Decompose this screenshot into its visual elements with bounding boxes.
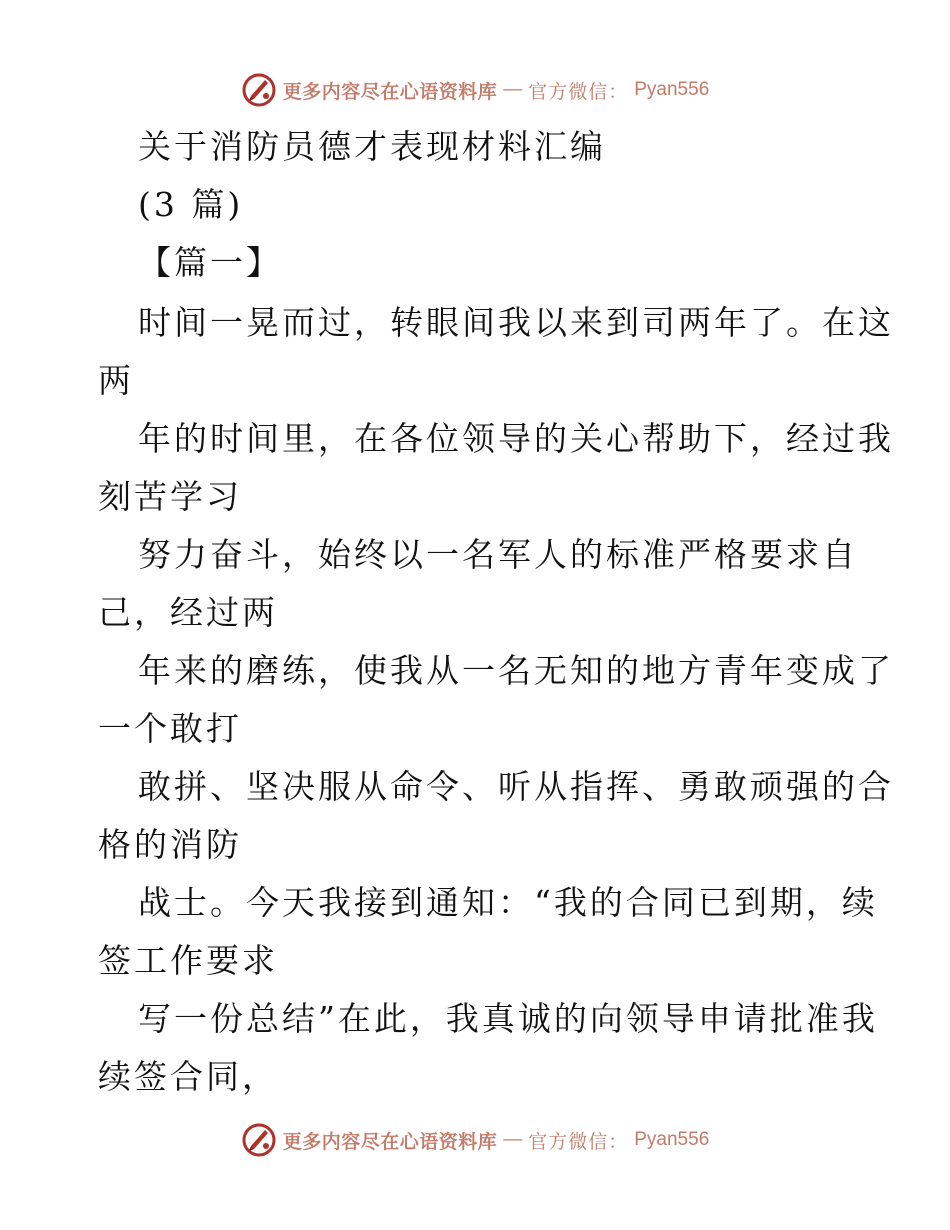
- banner-brand-text: 更多内容尽在心语资料库: [282, 1131, 498, 1153]
- paragraph-line: 刻苦学习: [98, 477, 242, 516]
- banner-dash: —: [503, 79, 523, 100]
- paragraph-line: 写一份总结”在此，我真诚的向领导申请批准我: [138, 999, 878, 1038]
- paragraph-line: 时间一晃而过，转眼间我以来到司两年了。在这: [138, 303, 894, 342]
- quill-logo-icon: [241, 1122, 277, 1158]
- footer-banner: [0, 1118, 950, 1162]
- paragraph-line: 努力奋斗，始终以一名军人的标准严格要求自: [138, 535, 858, 574]
- banner-brand-text: 更多内容尽在心语资料库: [282, 81, 498, 103]
- section-heading: 【篇一】: [138, 243, 282, 282]
- quill-logo-icon: [241, 72, 277, 108]
- paragraph-line: 战士。今天我接到通知：“我的合同已到期，续: [138, 883, 878, 922]
- document-title: 关于消防员德才表现材料汇编: [138, 127, 606, 166]
- header-banner: [0, 68, 950, 112]
- paragraph-line: 年的时间里，在各位领导的关心帮助下，经过我: [138, 419, 894, 458]
- banner-wechat-id: Pyan556: [634, 1129, 710, 1150]
- paragraph-line: 年来的磨练，使我从一名无知的地方青年变成了: [138, 651, 894, 690]
- paragraph-line: 格的消防: [98, 825, 242, 864]
- paragraph-line: 续签合同，: [98, 1057, 278, 1096]
- banner-wechat-label: 官方微信：: [528, 1131, 629, 1153]
- paragraph-line: 签工作要求: [98, 941, 278, 980]
- banner-wechat-label: 官方微信：: [528, 81, 629, 103]
- paragraph-line: 两: [98, 361, 134, 400]
- paragraph-line: 一个敢打: [98, 709, 242, 748]
- banner-wechat-id: Pyan556: [634, 79, 710, 100]
- banner-dash: —: [503, 1129, 523, 1150]
- paragraph-line: 敢拼、坚决服从命令、听从指挥、勇敢顽强的合: [138, 767, 894, 806]
- document-count: (3 篇): [138, 185, 244, 224]
- paragraph-line: 己，经过两: [98, 593, 278, 632]
